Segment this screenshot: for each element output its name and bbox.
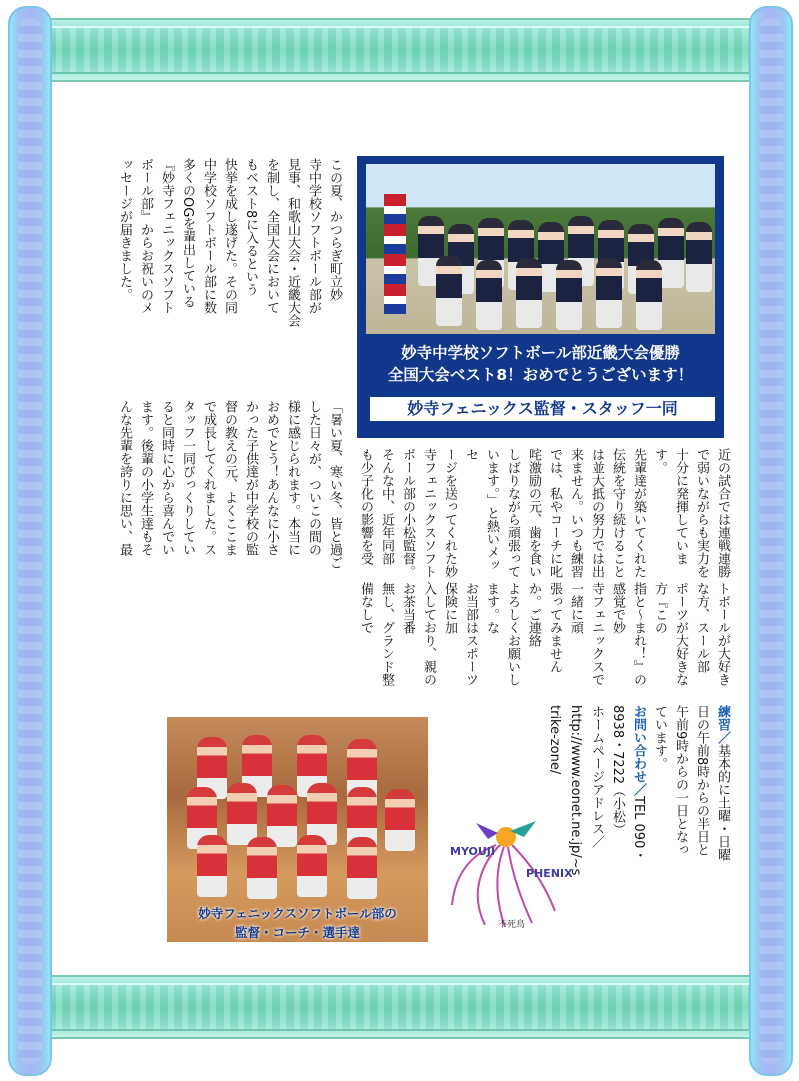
practice-label: 練習／ bbox=[715, 705, 730, 744]
headline-line-2: 全国大会ベスト8！おめでとうございます！ bbox=[387, 366, 694, 384]
frame-right-bar bbox=[749, 6, 793, 1076]
headline bbox=[366, 342, 715, 386]
logo-text-left: MYOUJI bbox=[450, 845, 495, 858]
signature: 妙寺フェニックス監督・スタッフ一同 bbox=[369, 396, 716, 422]
team-flag bbox=[384, 194, 406, 314]
article-quote-1: 「暑い夏、寒い冬、皆と過ご した日々が、ついこの間の 様に感じられます。本当に おめでとう！あんなに小さ かった子供達が中学校の監 督の教えの元、よくここま で成長してくれました。ス タッフ一同びっくりしてい ると同時に心から喜んでい ます。後輩の小学生達もそ んな先輩を誇りに思い、最 bbox=[117, 400, 342, 569]
kids-team-photo bbox=[167, 717, 428, 942]
frame-left-bar bbox=[8, 6, 52, 1076]
frame-top-bar bbox=[40, 18, 764, 82]
kids-photo-caption: 妙寺フェニックスソフトボール部の 監督・コーチ・選手達 bbox=[198, 906, 397, 940]
article-continued: 近の試合では連戦連勝 で弱いながらも実力を 十分に発揮しています。 先輩達が築いてくれた 伝統を守り続けること は並大抵の努力では出 来ません。いつも練習 では、私やコーチに叱 咤激励の元、歯を食い しばりながら頑張って います。」と熱いメッセ ージを送ってくれた妙 寺フェニックスソフト ボール部の小松監督。 そんな中、近年同部 も少子化の影響を受 bbox=[358, 448, 730, 578]
logo-text-right: PHENIX bbox=[526, 867, 573, 880]
frame-bottom-bar bbox=[40, 975, 764, 1039]
headline-line-1: 妙寺中学校ソフトボール部近畿大会優勝 bbox=[401, 344, 680, 362]
homepage-label: ホームページアドレス／ bbox=[589, 705, 604, 848]
article-recruit: トボールが大好きな方、スール部 ポーツが大好きな方『この 指と～まれ！』の感覚で妙 寺フェニックスで一緒に頑 張ってみませんか。ご連絡 よろしくお願いします。な お当部はスポーツ保険に加 入しており、親のお茶当番 無し、グランド整備なしで bbox=[358, 582, 730, 686]
article-intro: この夏、かつらぎ町立妙 寺中学校ソフトボール部が 見事、和歌山大会・近畿大会 を制し、全国大会において もベスト8に入るという 快挙を成し遂げた。その同 中学校ソフトボール部に数 多くのOGを輩出している 『妙寺フェニックスソフト ボール部』からお祝いのメ ッセージが届きました。 bbox=[117, 158, 342, 327]
logo-subtext: 不死鳥 bbox=[498, 920, 526, 930]
headline-photo-box bbox=[357, 156, 724, 438]
newsletter-page bbox=[60, 100, 740, 970]
team-photo bbox=[366, 164, 715, 334]
contact-label: お問い合わせ／ bbox=[631, 705, 646, 796]
phoenix-logo bbox=[440, 815, 585, 935]
homepage-url[interactable]: http://www.eonet.ne.jp/~s bbox=[568, 705, 583, 876]
info-block: 練習／基本的に土曜・日曜 日の午前8時からの半日と 午前9時からの一日となっ ています。 お問い合わせ／TEL 090・ 8938・7222（小松） ホームページアドレス／ http://www.eonet.ne.jp/~s trike-zone/ bbox=[497, 705, 733, 955]
